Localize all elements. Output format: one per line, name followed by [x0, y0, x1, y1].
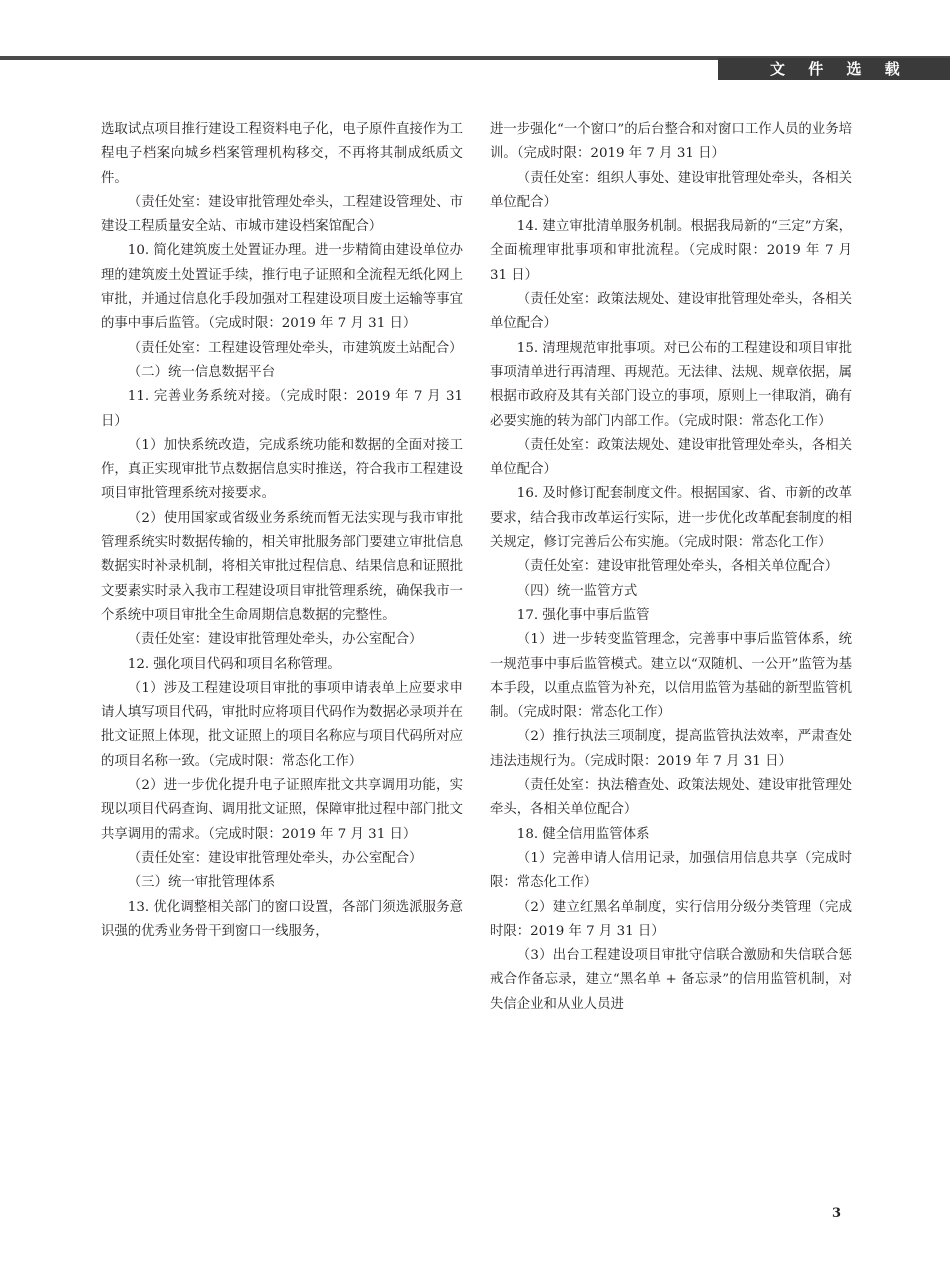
- paragraph: 10. 简化建筑废土处置证办理。进一步精简由建设单位办理的建筑废土处置证手续，推行电子证照和全流程无纸化网上审批，并通过信息化手段加强对工程建设项目废土运输等事宜的事中事后监管。（完成时限：2019 年 7 月 31 日）: [101, 243, 463, 332]
- paragraph: （责任处室：执法稽查处、政策法规处、建设审批管理处牵头，各相关单位配合）: [490, 778, 852, 818]
- paragraph: （3）出台工程建设项目审批守信联合激励和失信联合惩戒合作备忘录，建立“黑名单 + 备忘录”的信用监管机制，对失信企业和从业人员进: [490, 948, 852, 1012]
- paragraph: 14. 建立审批清单服务机制。根据我局新的“三定”方案，全面梳理审批事项和审批流程。（完成时限：2019 年 7 月 31 日）: [490, 219, 852, 283]
- paragraph: 13. 优化调整相关部门的窗口设置，各部门须选派服务意识强的优秀业务骨干到窗口一线服务，: [101, 899, 463, 939]
- page-number: 3: [831, 1206, 841, 1221]
- paragraph: （责任处室：建设审批管理处牵头，工程建设管理处、市建设工程质量安全站、市城市建设档案馆配合）: [101, 194, 463, 235]
- paragraph: 17. 强化事中事后监管: [516, 607, 650, 623]
- paragraph: 11. 完善业务系统对接。（完成时限：2019 年 7 月 31 日）: [101, 389, 463, 429]
- paragraph: 18. 健全信用监管体系: [516, 826, 650, 842]
- paragraph: 选取试点项目推行建设工程资料电子化，电子原件直接作为工程电子档案向城乡档案管理机构移交，不再将其制成纸质文件。: [101, 122, 463, 186]
- paragraph: （责任处室：组织人事处、建设审批管理处牵头，各相关单位配合）: [490, 170, 852, 210]
- paragraph: （责任处室：政策法规处、建设审批管理处牵头，各相关单位配合）: [490, 292, 852, 332]
- paragraph: （1）涉及工程建设项目审批的事项申请表单上应要求申请人填写项目代码，审批时应将项目代码作为数据必录项并在批文证照上体现，批文证照上的项目名称应与项目代码所对应的项目名称一致。（完成时限：常态化工作）: [101, 680, 463, 769]
- paragraph: （1）完善申请人信用记录，加强信用信息共享（完成时限：常态化工作）: [490, 850, 852, 891]
- paragraph: 15. 清理规范审批事项。对已公布的工程建设和项目审批事项清单进行再清理、再规范。无法律、法规、规章依据，属根据市政府及其有关部门设立的事项，原则上一律取消，确有必要实施的转为部门内部工作。（完成时限：常态化工作）: [490, 340, 852, 429]
- section-title-tab: 文 件 选 载: [718, 58, 950, 80]
- paragraph: （责任处室：建设审批管理处牵头，办公室配合）: [127, 850, 423, 866]
- paragraph: （责任处室：政策法规处、建设审批管理处牵头，各相关单位配合）: [490, 437, 852, 478]
- paragraph: （2）建立红黑名单制度，实行信用分级分类管理（完成时限：2019 年 7 月 31 日）: [490, 899, 852, 939]
- paragraph: （三）统一审批管理体系: [127, 875, 276, 891]
- paragraph: （1）进一步转变监管理念，完善事中事后监管体系，统一规范事中事后监管模式。建立以“双随机、一公开”监管为基本手段，以重点监管为补充，以信用监管为基础的新型监管机制。（完成时限：常态化工作）: [490, 632, 852, 721]
- paragraph: （2）使用国家或省级业务系统而暂无法实现与我市审批管理系统实时数据传输的，相关审批服务部门要建立审批信息数据实时补录机制，将相关审批过程信息、结果信息和证照批文要素实时录入我市工程建设项目审批管理系统，确保我市一个系统中项目审批全生命周期信息数据的完整性。: [101, 510, 463, 623]
- paragraph: （责任处室：建设审批管理处牵头，各相关单位配合）: [516, 559, 839, 575]
- paragraph: （2）进一步优化提升电子证照库批文共享调用功能，实现以项目代码查询、调用批文证照，保障审批过程中部门批文共享调用的需求。（完成时限：2019 年 7 月 31 日）: [101, 778, 463, 842]
- paragraph: （二）统一信息数据平台: [127, 364, 276, 380]
- paragraph: 进一步强化“一个窗口”的后台整合和对窗口工作人员的业务培训。（完成时限：2019 年 7 月 31 日）: [490, 122, 852, 162]
- paragraph: 12. 强化项目代码和项目名称管理。: [127, 656, 341, 672]
- paragraph: （责任处室：建设审批管理处牵头，办公室配合）: [127, 632, 423, 648]
- paragraph: （1）加快系统改造，完成系统功能和数据的全面对接工作，真正实现审批节点数据信息实时推送，符合我市工程建设项目审批管理系统对接要求。: [101, 437, 463, 502]
- paragraph: （四）统一监管方式: [516, 583, 638, 599]
- paragraph: 16. 及时修订配套制度文件。根据国家、省、市新的改革要求，结合我市改革运行实际，进一步优化改革配套制度的相关规定，修订完善后公布实施。（完成时限：常态化工作）: [490, 486, 852, 551]
- right-column: [490, 118, 852, 1017]
- left-column: [101, 118, 463, 944]
- paragraph: （责任处室：工程建设管理处牵头，市建筑废土站配合）: [127, 340, 463, 356]
- paragraph: （2）推行执法三项制度，提高监管执法效率，严肃查处违法违规行为。（完成时限：2019 年 7 月 31 日）: [490, 729, 852, 769]
